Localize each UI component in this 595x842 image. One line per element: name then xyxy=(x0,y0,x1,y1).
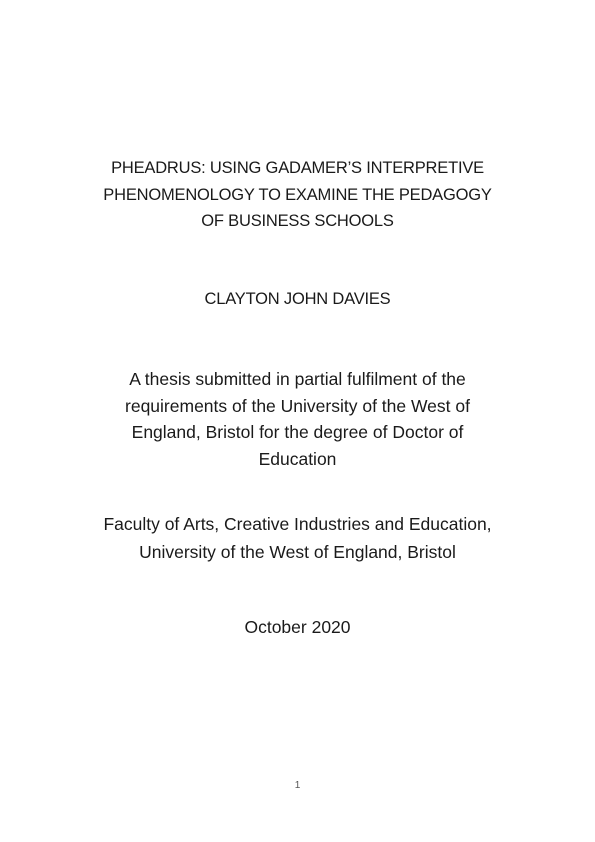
degree-statement-line: A thesis submitted in partial fulfilment of the xyxy=(129,369,466,389)
thesis-title-line: PHEADRUS: USING GADAMER’S INTERPRETIVE xyxy=(111,159,484,177)
page-number: 1 xyxy=(294,780,301,791)
degree-statement xyxy=(60,366,535,472)
submission-date: October 2020 xyxy=(244,617,351,637)
thesis-title-line: PHENOMENOLOGY TO EXAMINE THE PEDAGOGY xyxy=(103,185,492,204)
author-name: CLAYTON JOHN DAVIES xyxy=(204,290,391,308)
thesis-title-line: OF BUSINESS SCHOOLS xyxy=(201,212,394,230)
degree-statement-line: England, Bristol for the degree of Doctor of xyxy=(131,422,464,442)
faculty-line: Faculty of Arts, Creative Industries and Education, xyxy=(103,514,492,534)
thesis-title xyxy=(60,155,535,235)
faculty-line: University of the West of England, Bristol xyxy=(139,542,456,562)
degree-statement-line: Education xyxy=(258,448,337,469)
degree-statement-line: requirements of the University of the West of xyxy=(125,395,470,416)
faculty-affiliation xyxy=(60,510,535,566)
